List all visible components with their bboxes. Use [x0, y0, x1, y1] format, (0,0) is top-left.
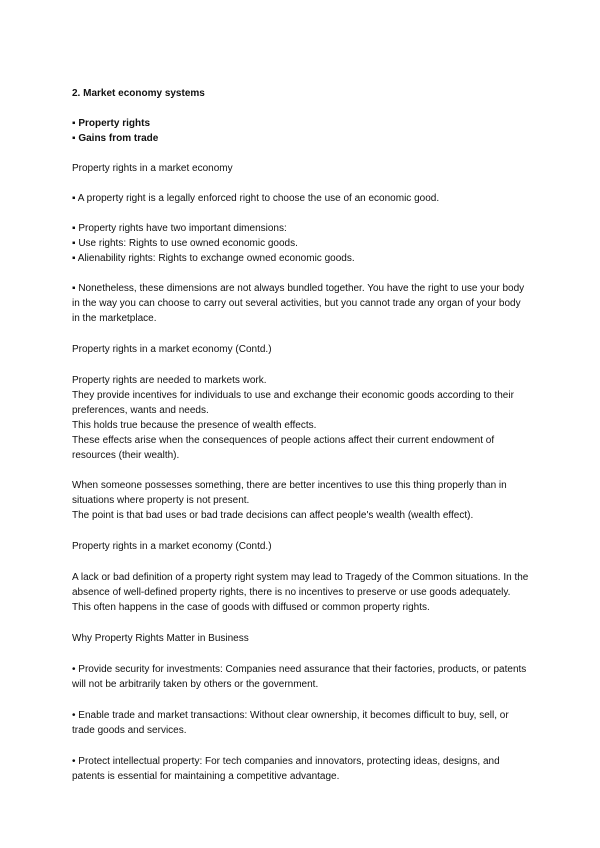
text-line: When someone possesses something, there are better incentives to use this thing properly than in situations where property is not present.: [72, 480, 507, 506]
topic-item-gains-from-trade: ▪ Gains from trade: [72, 133, 159, 144]
document-title: 2. Market economy systems: [72, 88, 205, 99]
text-line: This holds true because the presence of wealth effects.: [72, 420, 317, 431]
section-heading-property-rights-contd-2: Property rights in a market economy (Contd.): [72, 541, 272, 552]
paragraph-tragedy-of-commons: A lack or bad definition of a property right system may lead to Tragedy of the Common situations. In the absence of well-defined property rights, there is no incentives to preserve or use goods adequately. This often happens in the case of goods with diffused or common property rights.: [72, 572, 529, 613]
section-heading-why-property-rights-matter: Why Property Rights Matter in Business: [72, 633, 249, 644]
text-line: The point is that bad uses or bad trade decisions can affect people's wealth (wealth effect).: [72, 510, 474, 521]
section-heading-property-rights-contd-1: Property rights in a market economy (Contd.): [72, 344, 272, 355]
topic-item-property-rights: ▪ Property rights: [72, 118, 151, 129]
paragraph-incentives: [72, 373, 530, 463]
dimension-alienability-rights: ▪ Alienability rights: Rights to exchange owned economic goods.: [72, 253, 355, 264]
paragraph-nonetheless: ▪ Nonetheless, these dimensions are not always bundled together. You have the right to use your body in the way you can choose to carry out several activities, but you cannot trade any organ of your body in the marketplace.: [72, 283, 525, 324]
text-line: Property rights are needed to markets work.: [72, 375, 267, 386]
text-line: They provide incentives for individuals to use and exchange their economic goods according to their preferences, wants and needs.: [72, 390, 514, 416]
topic-list: [72, 116, 530, 146]
bullet-security-investments: • Provide security for investments: Companies need assurance that their factories, products, or patents will not be arbitrarily taken by others or the government.: [72, 664, 527, 690]
bullet-protect-ip: • Protect intellectual property: For tech companies and innovators, protecting ideas, designs, and patents is essential for maintaining a competitive advantage.: [72, 756, 500, 782]
dimension-use-rights: ▪ Use rights: Rights to use owned economic goods.: [72, 238, 298, 249]
section-heading-property-rights: Property rights in a market economy: [72, 163, 233, 174]
dimensions-list: [72, 221, 530, 266]
paragraph-definition: ▪ A property right is a legally enforced right to choose the use of an economic good.: [72, 193, 440, 204]
bullet-enable-trade: • Enable trade and market transactions: Without clear ownership, it becomes difficult to buy, sell, or trade goods and services.: [72, 710, 509, 736]
dimensions-intro: ▪ Property rights have two important dimensions:: [72, 223, 287, 234]
paragraph-wealth-effect: [72, 478, 530, 523]
text-line: These effects arise when the consequences of people actions affect their current endowment of resources (their wealth).: [72, 435, 495, 461]
